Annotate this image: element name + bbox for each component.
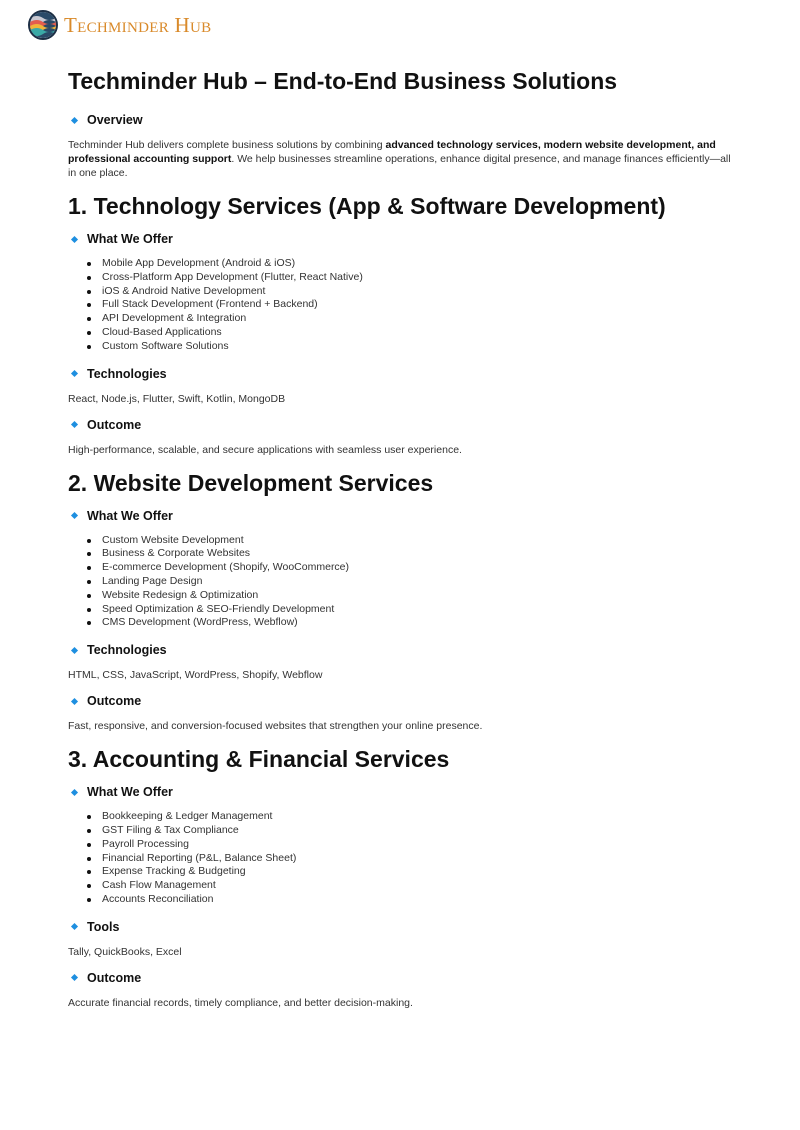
diamond-bullet-icon	[71, 647, 78, 654]
outcome-heading: Outcome	[72, 693, 738, 709]
overview-heading: Overview	[72, 112, 738, 128]
outcome-text: Fast, responsive, and conversion-focused websites that strengthen your online presence.	[68, 720, 483, 733]
list-item: CMS Development (WordPress, Webflow)	[86, 616, 738, 630]
section-title-accounting: 3. Accounting & Financial Services	[68, 746, 450, 773]
outcome-text: High-performance, scalable, and secure applications with seamless user experience.	[68, 443, 462, 456]
list-item: Cloud-Based Applications	[86, 326, 738, 340]
list-item: Landing Page Design	[86, 575, 738, 589]
section-title-website: 2. Website Development Services	[68, 469, 434, 496]
diamond-bullet-icon	[71, 370, 78, 377]
list-item: Accounts Reconciliation	[86, 893, 738, 907]
list-item: Business & Corporate Websites	[86, 547, 738, 561]
offer-heading: What We Offer	[72, 231, 738, 247]
list-item: iOS & Android Native Development	[86, 285, 738, 299]
technologies-heading: Technologies	[72, 366, 738, 382]
list-item: GST Filing & Tax Compliance	[86, 824, 738, 838]
list-item: Cash Flow Management	[86, 879, 738, 893]
list-item: API Development & Integration	[86, 312, 738, 326]
diamond-bullet-icon	[71, 698, 78, 705]
list-item: Financial Reporting (P&L, Balance Sheet)	[86, 852, 738, 866]
list-item: Website Redesign & Optimization	[86, 589, 738, 603]
diamond-bullet-icon	[71, 512, 78, 519]
diamond-bullet-icon	[71, 116, 78, 123]
offer-heading: What We Offer	[72, 784, 738, 800]
diamond-bullet-icon	[71, 789, 78, 796]
list-item: Full Stack Development (Frontend + Backend)	[86, 298, 738, 312]
offer-heading: What We Offer	[72, 508, 738, 524]
technologies-text: HTML, CSS, JavaScript, WordPress, Shopify, Webflow	[68, 669, 323, 682]
list-item: Expense Tracking & Budgeting	[86, 865, 738, 879]
tools-heading: Tools	[72, 919, 738, 935]
outcome-text: Accurate financial records, timely compliance, and better decision-making.	[68, 996, 413, 1009]
outcome-heading: Outcome	[72, 417, 738, 433]
diamond-bullet-icon	[71, 421, 78, 428]
technologies-text: React, Node.js, Flutter, Swift, Kotlin, MongoDB	[68, 392, 286, 405]
list-item: Speed Optimization & SEO-Friendly Development	[86, 603, 738, 617]
list-item: E-commerce Development (Shopify, WooCommerce)	[86, 561, 738, 575]
diamond-bullet-icon	[71, 923, 78, 930]
brand-name: Techminder Hub	[64, 12, 212, 37]
list-item: Mobile App Development (Android & iOS)	[86, 257, 738, 271]
overview-text: Techminder Hub delivers complete business solutions by combining advanced technology services, modern website development, and professional accounting support. We help businesses streamline operations, enhance digital presence, and manage finances efficiently—all in one place.	[68, 139, 731, 179]
outcome-heading: Outcome	[72, 970, 738, 986]
section-title-technology: 1. Technology Services (App & Software Development)	[68, 193, 666, 219]
list-item: Payroll Processing	[86, 838, 738, 852]
diamond-bullet-icon	[71, 974, 78, 981]
offer-list	[68, 534, 738, 631]
brand-logo[interactable]	[28, 10, 211, 40]
list-item: Custom Website Development	[86, 534, 738, 548]
page-title: Techminder Hub – End-to-End Business Solutions	[68, 68, 618, 94]
offer-list	[68, 810, 738, 907]
list-item: Bookkeeping & Ledger Management	[86, 810, 738, 824]
offer-list	[68, 257, 738, 354]
diamond-bullet-icon	[71, 235, 78, 242]
document-body	[68, 66, 738, 1021]
list-item: Cross-Platform App Development (Flutter, React Native)	[86, 271, 738, 285]
technologies-heading: Technologies	[72, 642, 738, 658]
list-item: Custom Software Solutions	[86, 340, 738, 354]
tools-text: Tally, QuickBooks, Excel	[68, 945, 182, 958]
swirl-globe-icon	[28, 10, 58, 40]
